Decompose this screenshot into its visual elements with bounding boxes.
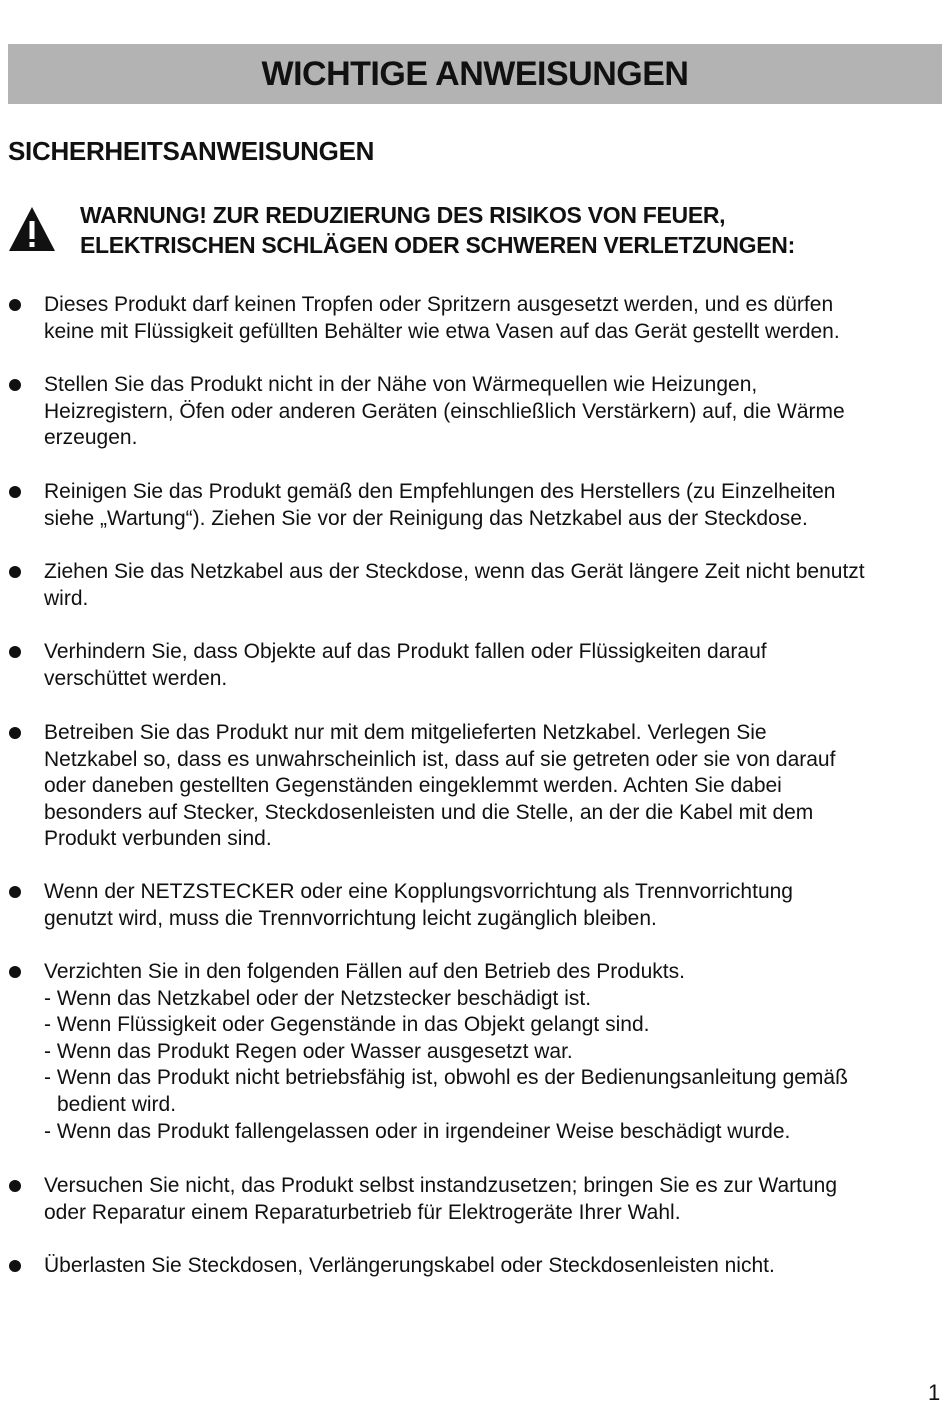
bullet-icon	[9, 1180, 21, 1192]
text-line: keine mit Flüssigkeit gefüllten Behälter wie etwa Vasen auf das Gerät gestellt werden.	[44, 319, 840, 343]
warning-line: ELEKTRISCHEN SCHLÄGEN ODER SCHWEREN VERLETZUNGEN:	[80, 232, 795, 258]
text-line: Produkt verbunden sind.	[44, 827, 272, 851]
text-line: oder daneben gestellten Gegenständen eingeklemmt werden. Achten Sie dabei	[44, 774, 782, 798]
text-line: genutzt wird, muss die Trennvorrichtung leicht zugänglich bleiben.	[44, 906, 657, 930]
bullet-icon	[9, 727, 21, 739]
text-line: wird.	[44, 586, 89, 610]
text-line: verschüttet werden.	[44, 666, 228, 690]
bullet-icon	[9, 566, 21, 578]
bullet-icon	[9, 886, 21, 898]
bullet-icon	[9, 646, 21, 658]
bullet-icon	[9, 1260, 21, 1272]
bullet-text	[44, 879, 793, 932]
text-line: - Wenn das Produkt Regen oder Wasser ausgesetzt war.	[44, 1039, 573, 1063]
text-line: Reinigen Sie das Produkt gemäß den Empfehlungen des Herstellers (zu Einzelheiten	[44, 480, 836, 503]
text-line: Dieses Produkt darf keinen Tropfen oder Spritzern ausgesetzt werden, und es dürfen	[44, 293, 834, 316]
bullet-text	[44, 372, 845, 452]
text-line: oder Reparatur einem Reparaturbetrieb für Elektrogeräte Ihrer Wahl.	[44, 1200, 681, 1224]
bullet-text	[44, 1253, 775, 1280]
text-line: Heizregistern, Öfen oder anderen Geräten (einschließlich Verstärkern) auf, die Wärme	[44, 399, 845, 423]
bullet-icon	[9, 966, 21, 978]
bullet-text	[44, 1173, 837, 1226]
text-line: bedient wird.	[57, 1092, 177, 1116]
bullet-text	[44, 292, 840, 345]
text-line: Verhindern Sie, dass Objekte auf das Produkt fallen oder Flüssigkeiten darauf	[44, 640, 767, 663]
text-line: besonders auf Stecker, Steckdosenleisten und die Stelle, an der die Kabel mit dem	[44, 800, 814, 824]
page-number: 1	[928, 1380, 941, 1405]
bullet-text	[44, 479, 835, 532]
bullet-text	[44, 639, 767, 692]
text-line: Betreiben Sie das Produkt nur mit dem mitgelieferten Netzkabel. Verlegen Sie	[44, 721, 767, 744]
text-line: - Wenn das Netzkabel oder der Netzstecker beschädigt ist.	[44, 986, 592, 1010]
text-line: - Wenn Flüssigkeit oder Gegenstände in das Objekt gelangt sind.	[44, 1013, 650, 1037]
bullet-text	[44, 720, 835, 853]
title-bar	[8, 44, 942, 104]
text-line: Überlasten Sie Steckdosen, Verlängerungskabel oder Steckdosenleisten nicht.	[44, 1254, 775, 1277]
text-line: Wenn der NETZSTECKER oder eine Kopplungsvorrichtung als Trennvorrichtung	[44, 880, 793, 903]
warning-heading	[80, 200, 795, 260]
text-line: Netzkabel so, dass es unwahrscheinlich ist, dass auf sie getreten oder sie von darauf	[44, 747, 836, 771]
section-title: SICHERHEITSANWEISUNGEN	[8, 136, 375, 166]
bullet-text	[44, 559, 865, 612]
text-line: Verzichten Sie in den folgenden Fällen auf den Betrieb des Produkts.	[44, 960, 685, 983]
text-line: - Wenn das Produkt nicht betriebsfähig ist, obwohl es der Bedienungsanleitung gemäß	[44, 1066, 848, 1090]
text-line: erzeugen.	[44, 426, 138, 450]
page-title: WICHTIGE ANWEISUNGEN	[261, 54, 689, 93]
warning-triangle-icon	[8, 205, 56, 253]
text-line: Versuchen Sie nicht, das Produkt selbst instandzusetzen; bringen Sie es zur Wartung	[44, 1174, 837, 1197]
bullet-icon	[9, 486, 21, 498]
bullet-icon	[9, 379, 21, 391]
text-line: Stellen Sie das Produkt nicht in der Nähe von Wärmequellen wie Heizungen,	[44, 373, 758, 396]
text-line: siehe „Wartung“). Ziehen Sie vor der Reinigung das Netzkabel aus der Steckdose.	[44, 506, 808, 530]
bullet-text	[44, 959, 848, 1145]
text-line: Ziehen Sie das Netzkabel aus der Steckdose, wenn das Gerät längere Zeit nicht benutzt	[44, 560, 865, 583]
text-line: - Wenn das Produkt fallengelassen oder in irgendeiner Weise beschädigt wurde.	[44, 1119, 791, 1143]
warning-line: WARNUNG! ZUR REDUZIERUNG DES RISIKOS VON FEUER,	[80, 202, 726, 228]
bullet-icon	[9, 299, 21, 311]
